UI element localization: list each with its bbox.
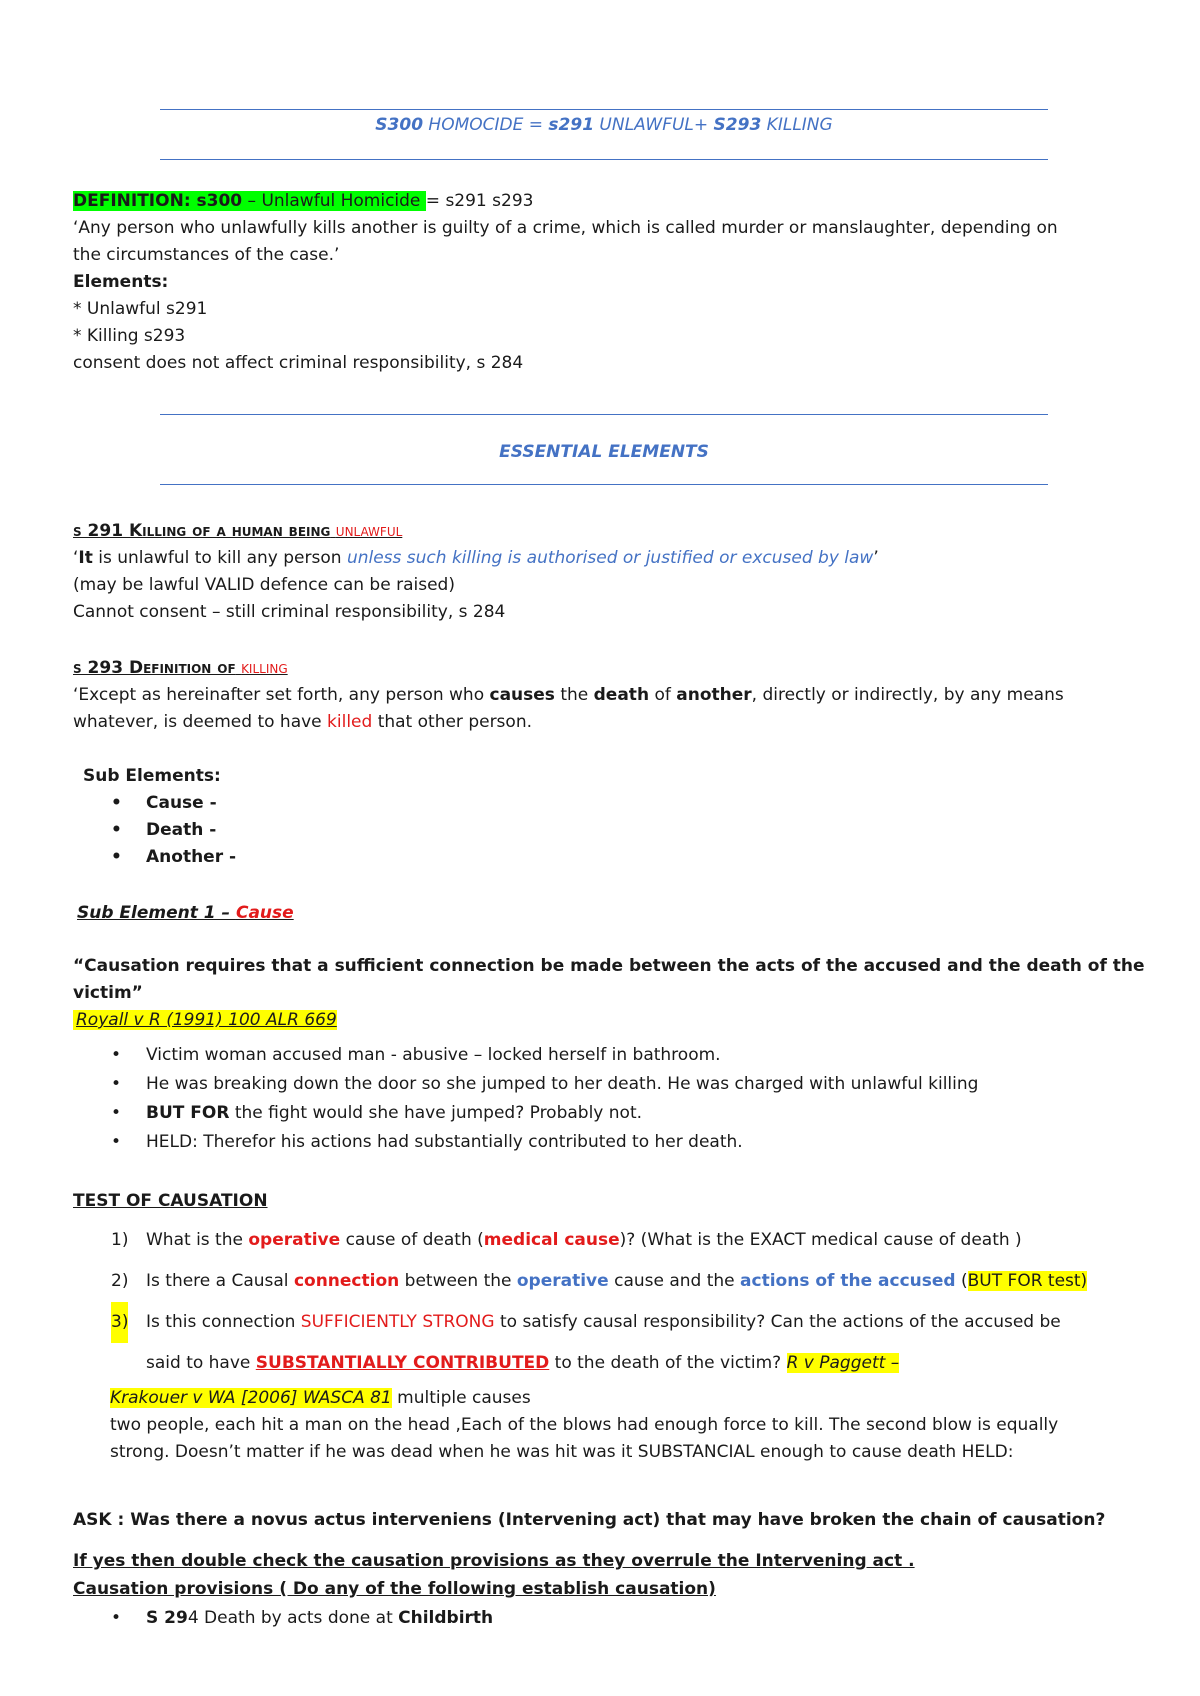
list-item: • HELD: Therefor his actions had substantially contributed to her death. (73, 1128, 1133, 1157)
krakouer-line3: strong. Doesn’t matter if he was dead when he was hit was it SUBSTANCIAL enough to cause death HELD: (110, 1442, 1014, 1462)
s291-quote: is unlawful to kill any person (92, 548, 347, 568)
s291-section: s 291 Killing of a human being unlawful ‘It is unlawful to kill any person unless such killing is authorised or justified or excused by law’ (may be lawful VALID defence can be raised) Cannot consent – still criminal responsibility, s 284 (73, 518, 1133, 626)
title-homicide: HOMOCIDE = (423, 115, 549, 135)
s293-heading-killing: killing (241, 658, 288, 678)
krakouer-section: Krakouer v WA [2006] WASCA 81 multiple causes two people, each hit a man on the head ,Each of the blows had enough force to kill. The second blow is equally strong. Doesn’t matter if he was dead when he was hit was it SUBSTANCIAL enough to cause death HELD: (110, 1385, 1130, 1466)
royall-facts-list (73, 1041, 1133, 1157)
s293-quote-line1: ‘Except as hereinafter set forth, any person who causes the death of another, directly or indirectly, by any means (73, 685, 1064, 705)
essential-bottom-rule (160, 484, 1048, 485)
header-bottom-rule (160, 159, 1048, 160)
definition-quote-line2: the circumstances of the case.’ (73, 245, 340, 265)
definition-quote-line1: ‘Any person who unlawfully kills another is guilty of a crime, which is called murder or manslaughter, depending on (73, 218, 1058, 238)
list-item: • He was breaking down the door so she jumped to her death. He was charged with unlawful killing (73, 1070, 1133, 1099)
element-killing: * Killing s293 (73, 326, 186, 346)
s291-quote-exception: unless such killing is authorised or justified or excused by law (346, 548, 874, 568)
sub-elements-label: Sub Elements: (83, 766, 221, 786)
sub-elements-section (83, 763, 1143, 790)
definition-equals: = s291 s293 (425, 191, 534, 211)
list-item: • Another - (73, 844, 1133, 871)
list-item: • S 294 Death by acts done at Childbirth (73, 1605, 1133, 1632)
list-item: • Death - (73, 817, 1133, 844)
provisions-list (73, 1605, 1133, 1632)
causation-quote-line2: victim” (73, 983, 143, 1003)
krakouer-case-citation: Krakouer v WA [2006] WASCA 81 (110, 1388, 392, 1408)
definition-label: DEFINITION: s300 (73, 191, 243, 211)
s291-cannot-consent: Cannot consent – still criminal responsibility, s 284 (73, 602, 506, 622)
s291-lawful-defence: (may be lawful VALID defence can be raised) (73, 575, 455, 595)
consent-note: consent does not affect criminal responsibility, s 284 (73, 353, 524, 373)
s293-quote-line2: whatever, is deemed to have killed that other person. (73, 712, 532, 732)
definition-highlight (73, 191, 426, 211)
title-s300: S300 (375, 115, 424, 135)
test-step-3-continued: said to have SUBSTANTIALLY CONTRIBUTED to the death of the victim? R v Paggett – (146, 1353, 900, 1373)
test-steps-list (73, 1220, 1133, 1384)
essential-top-rule (160, 414, 1048, 415)
s293-heading: s 293 Definition of (73, 658, 236, 678)
list-item: • Cause - (73, 790, 1133, 817)
elements-label: Elements: (73, 272, 169, 292)
essential-elements-title: ESSENTIAL ELEMENTS (499, 442, 709, 462)
ask-question: ASK : Was there a novus actus interveniens (Intervening act) that may have broken the chain of causation? (73, 1510, 1106, 1530)
if-yes-note: If yes then double check the causation provisions as they overrule the Intervening act . (73, 1551, 915, 1571)
list-item: • BUT FOR the fight would she have jumped? Probably not. (73, 1099, 1133, 1128)
title-unlawful: UNLAWFUL+ (594, 115, 714, 135)
s291-heading: s 291 Killing of a human being (73, 521, 331, 541)
test-step-2: 2) Is there a Causal connection between the operative cause and the actions of the accused (BUT FOR test) (111, 1271, 1088, 1291)
royall-case-citation: Royall v R (1991) 100 ALR 669 (73, 1010, 337, 1030)
test-heading: TEST OF CAUSATION (73, 1191, 268, 1211)
causation-quote (73, 953, 1145, 1034)
element-unlawful: * Unlawful s291 (73, 299, 208, 319)
page-title (160, 113, 1048, 137)
s291-heading-unlawful: unlawful (335, 521, 403, 541)
s293-section (73, 655, 1133, 736)
ask-section (73, 1507, 1133, 1534)
test-step-3: 3) Is this connection SUFFICIENTLY STRONG to satisfy causal responsibility? Can the actions of the accused be (73, 1302, 1133, 1343)
sub-elements-list (73, 790, 1133, 871)
causation-provisions-section (73, 1547, 1133, 1603)
definition-label-rest: – Unlawful Homicide (242, 191, 426, 211)
sub-element-1-heading: Sub Element 1 – Cause (77, 903, 294, 923)
krakouer-line2: two people, each hit a man on the head ,Each of the blows had enough force to kill. The second blow is equally (110, 1415, 1059, 1435)
title-killing: KILLING (761, 115, 833, 135)
list-item: • Victim woman accused man - abusive – locked herself in bathroom. (73, 1041, 1133, 1070)
definition-section (73, 188, 1133, 377)
test-step-1: 1) What is the operative cause of death (medical cause)? (What is the EXACT medical cause of death ) (111, 1230, 1022, 1250)
causation-quote-line1: “Causation requires that a sufficient connection be made between the acts of the accused and the death of the (73, 956, 1145, 976)
title-s293: S293 (713, 115, 762, 135)
header-top-rule (160, 109, 1048, 110)
title-s291: s291 (548, 115, 595, 135)
causation-provisions-heading: Causation provisions ( Do any of the following establish causation) (73, 1579, 716, 1599)
